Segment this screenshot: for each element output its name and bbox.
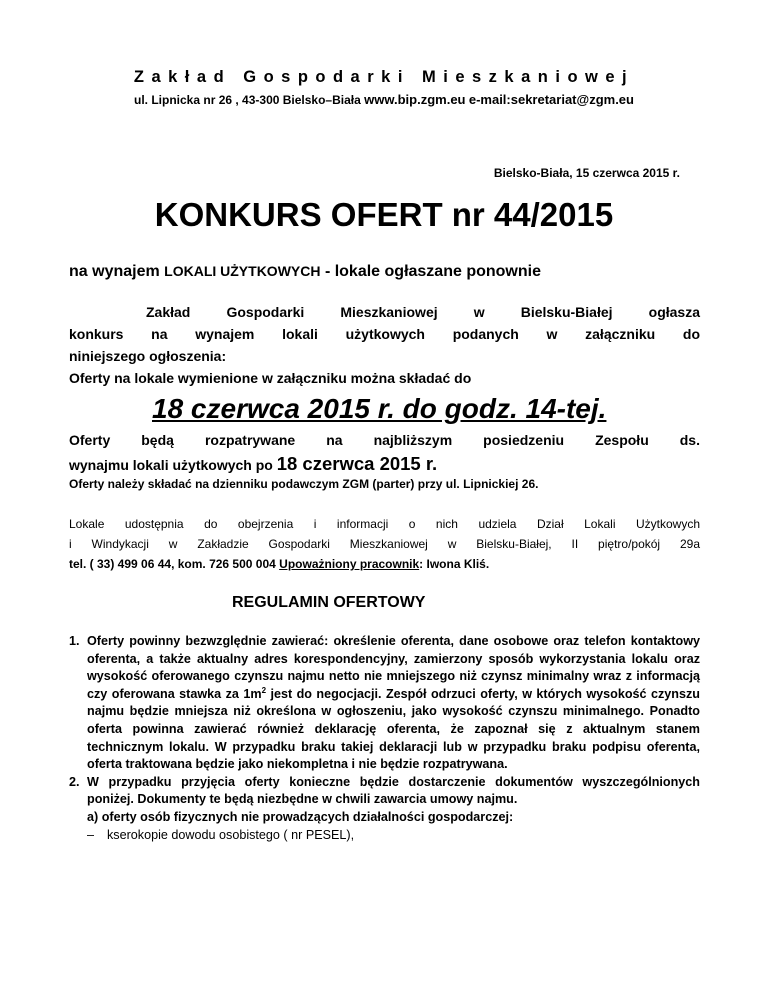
deadline-text: 18 czerwca 2015 r. do godz. 14-tej.	[152, 393, 607, 424]
bullet-text: kserokopie dowodu osobistego ( nr PESEL),	[107, 827, 355, 842]
intro-line-3: niniejszego ogłoszenia:	[69, 348, 227, 364]
item-2-subheading: a) oferty osób fizycznych nie prowadzących działalności gospodarczej:	[87, 809, 514, 824]
item-2-text: W przypadku przyjęcia oferty konieczne będzie dostarczenie dokumentów wyszczególnionych poniżej. Dokumenty te będą niezbędne w chwili zawarcia umowy najmu.	[87, 774, 700, 807]
intro-paragraph	[69, 301, 700, 389]
regulation-item-1	[69, 633, 700, 774]
consider-date: 18 czerwca 2015 r.	[276, 453, 438, 474]
regulation-item-2	[69, 774, 700, 844]
superscript-2: 2	[261, 685, 267, 695]
regulations-title: REGULAMIN OFERTOWY	[232, 594, 426, 611]
item-2-bullet	[87, 827, 700, 845]
item-number: 2.	[69, 774, 80, 789]
authorized-label: Upoważniony pracownik	[279, 557, 420, 571]
intro-line-2: konkurs na wynajem lokali użytkowych podanych w załączniku do	[69, 326, 700, 342]
item-number: 1.	[69, 634, 80, 648]
contact-line	[69, 554, 700, 574]
phone-numbers: tel. ( 33) 499 06 44, kom. 726 500 004	[69, 557, 276, 571]
organization-name: Zakład Gospodarki Mieszkaniowej	[133, 68, 635, 86]
subtitle-part-2: LOKALI UŻYTKOWYCH	[164, 263, 321, 279]
subtitle-part-1: na wynajem	[69, 263, 160, 280]
authorized-name: : Iwona Kliś.	[419, 557, 490, 571]
submission-info: Oferty należy składać na dzienniku podawczym ZGM (parter) przy ul. Lipnickiej 26.	[69, 477, 539, 491]
subtitle-part-3: - lokale ogłaszane ponownie	[324, 263, 541, 280]
document-subtitle	[69, 263, 541, 281]
document-title: KONKURS OFERT nr 44/2015	[154, 196, 614, 233]
dash-bullet: –	[87, 827, 95, 842]
email-link[interactable]: e-mail:sekretariat@zgm.eu	[468, 92, 634, 107]
consider-line-2-prefix: wynajmu lokali użytkowych po	[69, 457, 273, 473]
visit-info-paragraph	[69, 514, 700, 574]
intro-line-4: Oferty na lokale wymienione w załączniku można składać do	[69, 370, 472, 386]
item-1-text-b: jest do negocjacji. Zespół odrzuci oferty, w których wysokość czynszu najmu będzie mniejsza niż określona w ogłoszeniu, jako wysokość czynszu minimalnego. Ponadto oferta powinna zawierać również deklarację oferenta, że zapoznał się z aktualnym stanem technicznym lokalu. W przypadku braku takiej deklaracji lub w przypadku braku podpisu oferenta, oferta traktowana będzie jako niekompletna i nie będzie rozpatrywana.	[87, 686, 700, 772]
consider-line-1: Oferty będą rozpatrywane na najbliższym posiedzeniu Zespołu ds.	[69, 432, 700, 448]
regulations-list	[69, 633, 700, 844]
document-date: Bielsko-Biała, 15 czerwca 2015 r.	[493, 166, 680, 180]
website-link[interactable]: www.bip.zgm.eu	[364, 92, 466, 107]
address: ul. Lipnicka nr 26 , 43-300 Bielsko–Biała	[134, 93, 361, 107]
intro-line-1: Zakład Gospodarki Mieszkaniowej w Bielsku-Białej ogłasza	[146, 304, 700, 320]
consider-line-2	[69, 452, 700, 477]
organization-address-line	[0, 92, 768, 107]
item-1-text-a: Oferty powinny bezwzględnie zawierać: określenie oferenta, dane osobowe oraz telefon kontaktowy oferenta, a także aktualny adres korespondencyjny, zamierzony sposób wykorzystania lokalu oraz wysokość oferowanego czynszu najmu netto nie mniejszego niż czynsz minimalny wraz z informacją czy oferowana stawka za 1m	[87, 634, 700, 701]
visit-line-2: i Windykacji w Zakładzie Gospodarki Mieszkaniowej w Bielsku-Białej, II piętro/pokój 29a	[69, 537, 700, 551]
consideration-paragraph	[69, 428, 700, 477]
visit-line-1: Lokale udostępnia do obejrzenia i informacji o nich udziela Dział Lokali Użytkowych	[69, 517, 700, 531]
